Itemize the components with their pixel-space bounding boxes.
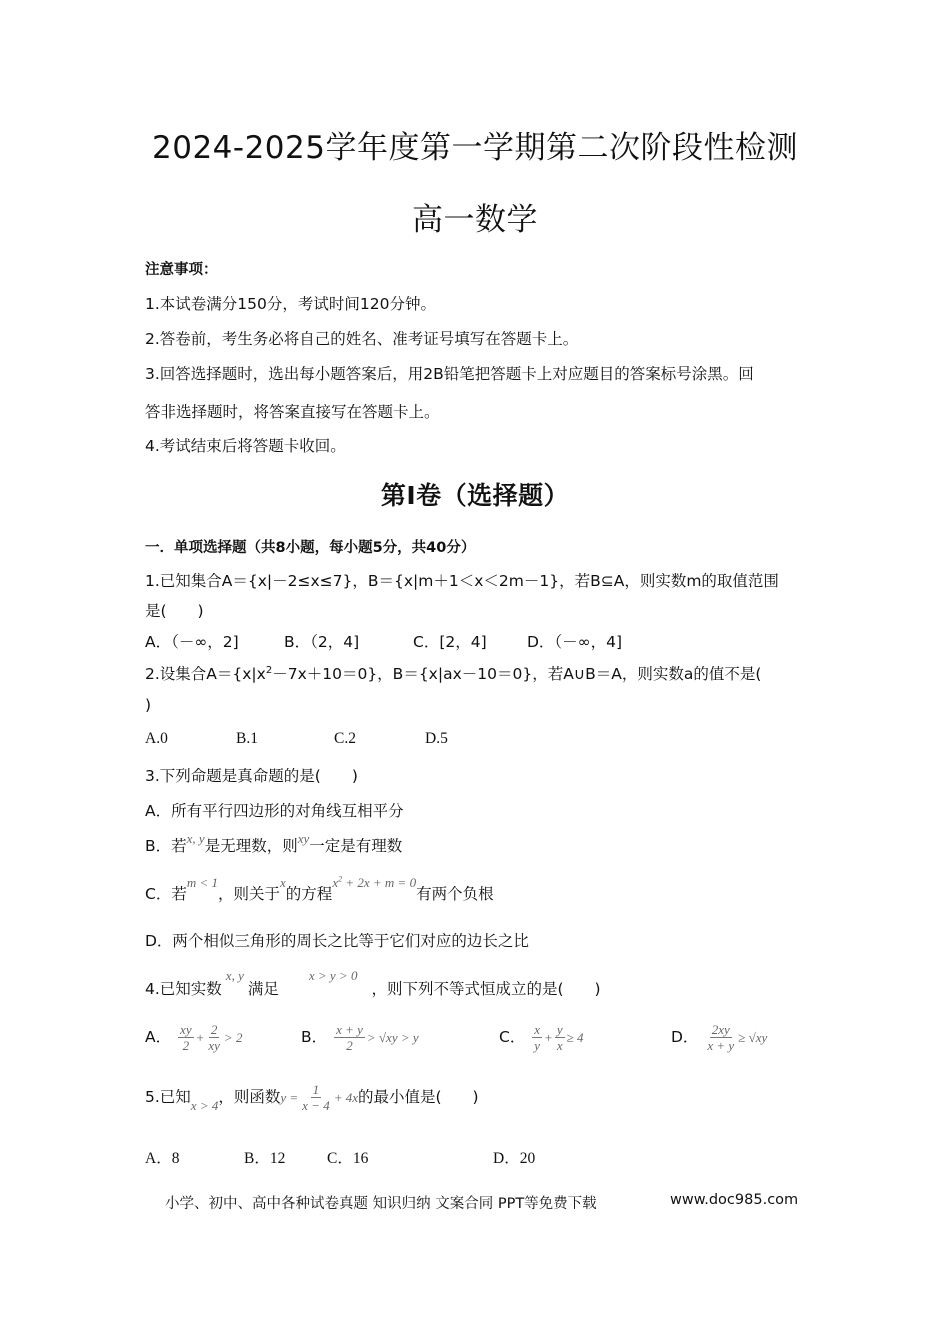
q4-stem bbox=[145, 968, 601, 999]
q4-b-tail: > √xy > y bbox=[366, 1030, 419, 1045]
q4-math-cond: x > y > 0 bbox=[308, 968, 358, 983]
q3-option-b bbox=[145, 831, 403, 856]
q3-stem: 3.下列命题是真命题的是( ) bbox=[145, 767, 358, 785]
q4-option-d bbox=[671, 1022, 767, 1053]
notice-item-3: 3.回答选择题时，选出每小题答案后，用2B铅笔把答题卡上对应题目的答案标号涂黑。回 bbox=[145, 365, 754, 383]
q4-c-frac1-num: x bbox=[534, 1022, 541, 1037]
notice-item-2: 2.答卷前，考生务必将自己的姓名、准考证号填写在答题卡上。 bbox=[145, 330, 579, 348]
q1-option-b: B．（2，4] bbox=[284, 633, 360, 651]
q3-c-mid1: ，则关于 bbox=[218, 885, 281, 903]
q5-y-post: + 4x bbox=[333, 1090, 358, 1105]
q2-stem-cont: ) bbox=[145, 696, 152, 714]
q5-frac bbox=[300, 1082, 332, 1113]
q3-option-a: A．所有平行四边形的对角线互相平分 bbox=[145, 802, 404, 820]
q3-b-math-product: xy bbox=[297, 831, 310, 846]
q3-b-mid: 是无理数，则 bbox=[204, 837, 298, 855]
q4-a-plus: + bbox=[195, 1030, 205, 1045]
footer-ad-text: 小学、初中、高中各种试卷真题 知识归纳 文案合同 PPT等免费下载 bbox=[165, 1196, 597, 1212]
q4-option-a bbox=[145, 1022, 242, 1053]
q3-c-eq-sup: 2 bbox=[338, 874, 343, 884]
q1-option-c: C．[2，4] bbox=[413, 633, 487, 651]
q3-b-post: 一定是有理数 bbox=[309, 837, 403, 855]
notice-item-1: 1.本试卷满分150分，考试时间120分钟。 bbox=[145, 295, 436, 313]
notice-heading: 注意事项： bbox=[145, 262, 218, 278]
q5-y-pre: y = bbox=[280, 1090, 299, 1105]
q2-stem-b: －7x＋10＝0}，B＝{x|ax－10＝0}，若A∪B＝A，则实数a的值不是( bbox=[272, 665, 762, 683]
q4-b-frac-den: 2 bbox=[346, 1038, 353, 1053]
q4-mid: 满足 bbox=[247, 980, 279, 998]
q2-stem-a: 2.设集合A＝{x|x bbox=[145, 665, 266, 683]
q4-c-label: C． bbox=[499, 1028, 526, 1046]
q3-option-c bbox=[145, 874, 494, 904]
q4-b-frac bbox=[334, 1022, 365, 1053]
q3-c-pre: C．若 bbox=[145, 885, 187, 903]
q5-option-a: A．8 bbox=[145, 1150, 180, 1167]
q4-c-frac2 bbox=[555, 1022, 565, 1053]
section-heading: 一．单项选择题（共8小题，每小题5分，共40分） bbox=[145, 540, 476, 556]
q2-option-b: B.1 bbox=[236, 730, 258, 747]
q4-a-tail: > 2 bbox=[223, 1030, 243, 1045]
q5-mid: ，则函数 bbox=[218, 1088, 281, 1106]
notice-item-4: 4.考试结束后将答题卡收回。 bbox=[145, 437, 346, 455]
q4-post: ，则下列不等式恒成立的是( ) bbox=[371, 980, 601, 998]
q4-c-frac2-num: y bbox=[556, 1022, 563, 1037]
q4-option-c bbox=[499, 1022, 584, 1053]
q4-d-frac-num: 2xy bbox=[711, 1022, 730, 1037]
q2-stem-sup: 2 bbox=[265, 664, 273, 676]
q4-d-tail: ≥ √xy bbox=[738, 1030, 768, 1045]
q4-pre: 4.已知实数 bbox=[145, 980, 222, 998]
q5-frac-num: 1 bbox=[312, 1082, 320, 1097]
q5-option-c: C．16 bbox=[327, 1150, 369, 1167]
q4-d-frac-den: x + y bbox=[707, 1038, 735, 1053]
q2-option-c: C.2 bbox=[334, 730, 356, 747]
q4-d-frac bbox=[705, 1022, 736, 1053]
q4-a-label: A． bbox=[145, 1028, 172, 1046]
notice-item-3-cont: 答非选择题时，将答案直接写在答题卡上。 bbox=[145, 403, 440, 421]
q3-c-math-x: x bbox=[280, 875, 286, 890]
q5-post: 的最小值是( ) bbox=[358, 1088, 479, 1106]
q1-stem-cont: 是( ) bbox=[145, 602, 204, 620]
q4-c-frac1 bbox=[532, 1022, 542, 1053]
q5-option-b: B．12 bbox=[244, 1150, 286, 1167]
exam-title: 2024-2025学年度第一学期第二次阶段性检测 bbox=[152, 130, 798, 166]
q4-c-frac1-den: y bbox=[534, 1038, 541, 1053]
q5-frac-den: x − 4 bbox=[302, 1098, 330, 1113]
q3-c-mid2: 的方程 bbox=[285, 885, 333, 903]
q4-option-b bbox=[301, 1022, 419, 1053]
q3-c-eq-x: x bbox=[332, 875, 339, 890]
part-title: 第I卷（选择题） bbox=[380, 481, 570, 510]
q3-c-post: 有两个负根 bbox=[416, 885, 494, 903]
q4-a-frac2 bbox=[206, 1022, 222, 1053]
q5-math-cond: x > 4 bbox=[190, 1098, 219, 1113]
q1-option-d: D．（－∞，4] bbox=[527, 633, 623, 651]
q4-a-frac1 bbox=[178, 1022, 194, 1053]
q2-option-d: D.5 bbox=[425, 730, 448, 747]
q4-math-xy: x, y bbox=[225, 968, 244, 983]
q4-b-label: B． bbox=[301, 1028, 328, 1046]
q1-stem: 1.已知集合A＝{x|－2≤x≤7}，B＝{x|m＋1＜x＜2m－1}，若B⊆A，则实数m的取值范围 bbox=[145, 572, 779, 590]
q4-a-frac1-num: xy bbox=[180, 1022, 192, 1037]
exam-subject: 高一数学 bbox=[412, 202, 538, 238]
q3-c-math-m: m < 1 bbox=[186, 875, 218, 890]
q5-stem bbox=[145, 1082, 479, 1113]
q5-option-d: D．20 bbox=[493, 1150, 536, 1167]
q4-c-tail: ≥ 4 bbox=[566, 1030, 584, 1045]
q4-d-label: D． bbox=[671, 1028, 699, 1046]
q3-b-pre: B．若 bbox=[145, 837, 187, 855]
q3-c-math-eq bbox=[332, 875, 416, 890]
q4-c-frac2-den: x bbox=[556, 1038, 563, 1053]
q3-option-d: D．两个相似三角形的周长之比等于它们对应的边长之比 bbox=[145, 932, 529, 950]
q2-option-a: A.0 bbox=[145, 730, 168, 747]
q4-a-frac2-num: 2 bbox=[210, 1022, 218, 1037]
q4-a-frac1-den: 2 bbox=[182, 1038, 190, 1053]
q3-b-math-xy: x, y bbox=[186, 831, 205, 846]
q1-option-a: A．（－∞，2] bbox=[145, 633, 239, 651]
q5-pre: 5.已知 bbox=[145, 1088, 191, 1106]
q4-c-plus: + bbox=[544, 1030, 553, 1045]
q4-b-frac-num: x + y bbox=[336, 1022, 363, 1037]
q2-stem bbox=[145, 662, 761, 684]
q4-a-frac2-den: xy bbox=[208, 1038, 220, 1053]
q3-c-eq-rest: + 2x + m = 0 bbox=[342, 875, 417, 890]
footer-site-link[interactable]: www.doc985.com bbox=[670, 1192, 799, 1208]
